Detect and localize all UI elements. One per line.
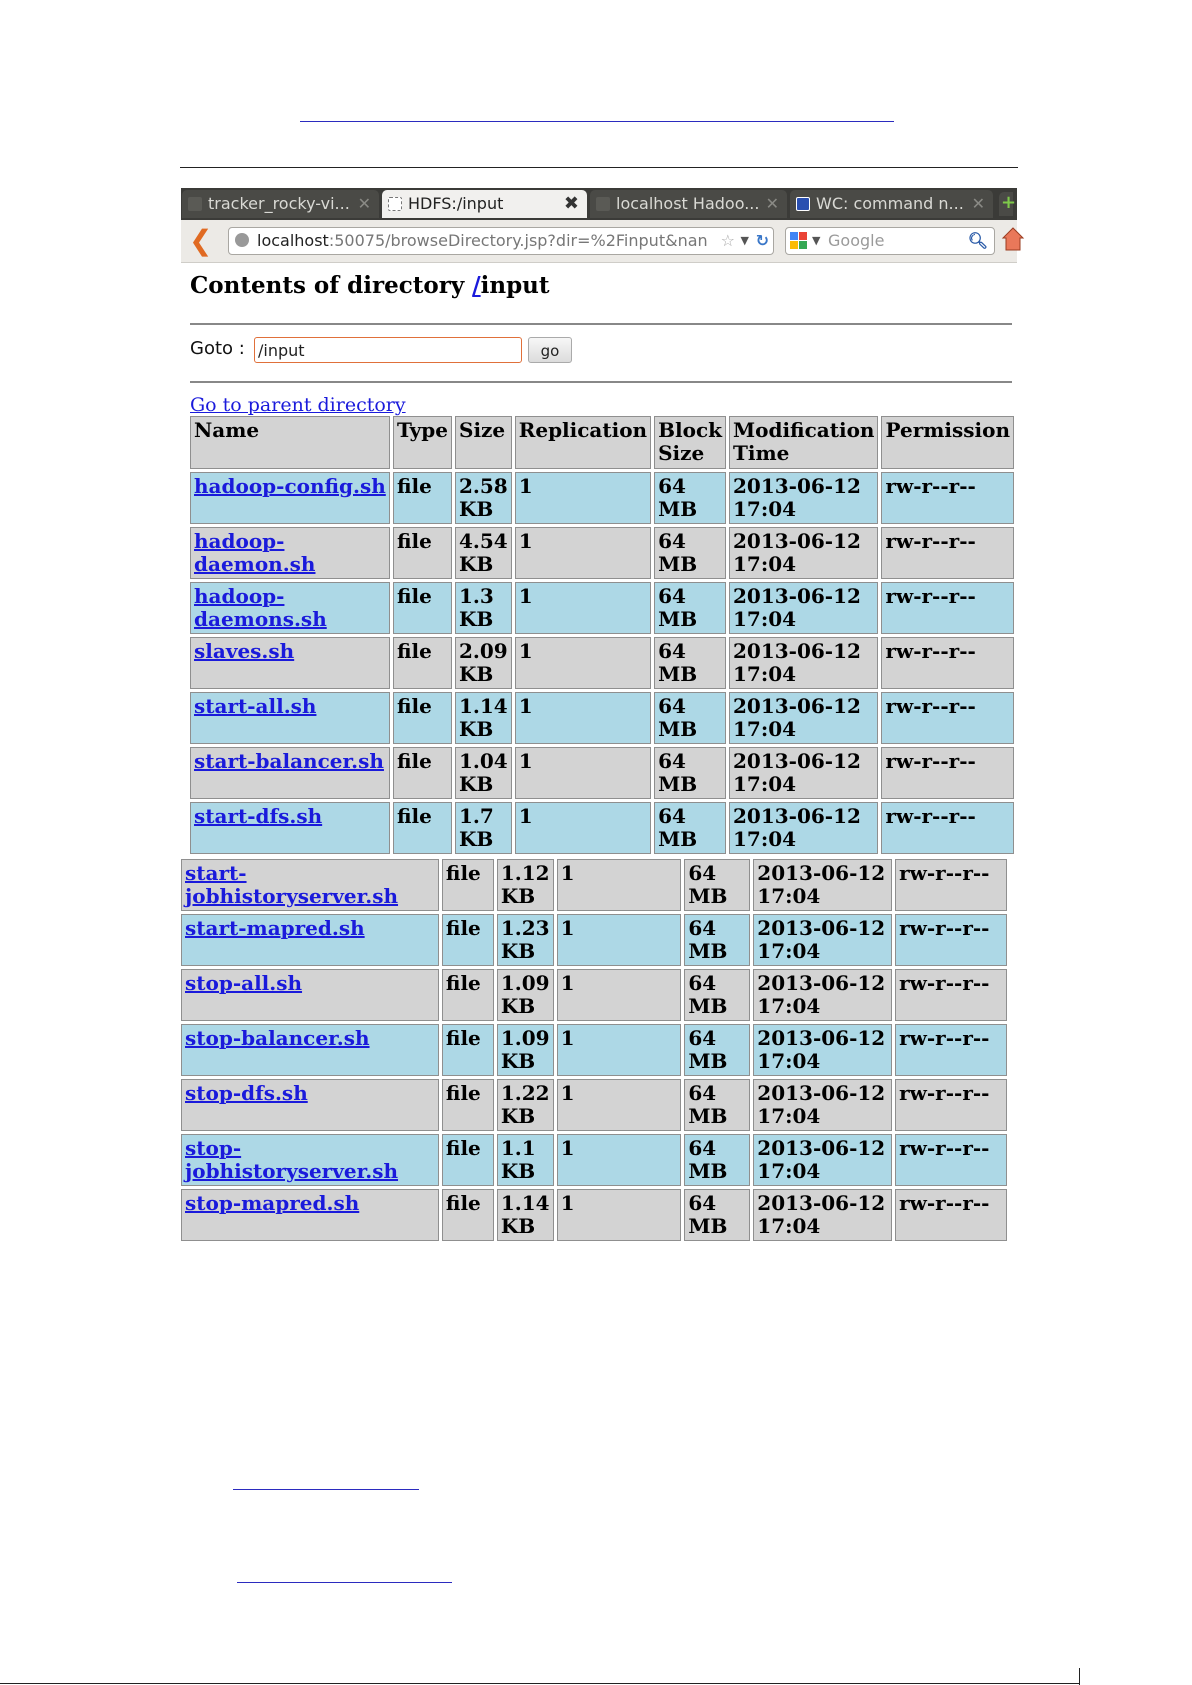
- file-name-link[interactable]: hadoop-daemon.sh: [194, 529, 316, 576]
- document-rule-top: [180, 167, 1018, 168]
- table-cell-file-size: 1.14 KB: [497, 1189, 554, 1241]
- table-cell-replication-count: 1: [557, 969, 682, 1021]
- file-name-link[interactable]: start-all.sh: [194, 694, 317, 718]
- table-cell-modification-time: 2013-06-12 17:04: [753, 914, 892, 966]
- chevron-down-icon[interactable]: ▼: [740, 234, 749, 247]
- table-cell-file-name-link: [181, 914, 439, 966]
- table-cell-file-type: file: [442, 1079, 494, 1131]
- table-cell-permission: rw-r--r--: [895, 914, 1007, 966]
- table-cell-file-name-link: [190, 692, 390, 744]
- browser-tab-strip: [181, 188, 1017, 220]
- table-row: [181, 914, 1007, 966]
- table-cell-replication-count: 1: [557, 914, 682, 966]
- table-cell-permission: rw-r--r--: [895, 859, 1007, 911]
- table-cell-file-name-link: [181, 1134, 439, 1186]
- table-row: [190, 637, 1014, 689]
- table-cell-replication-count: 1: [557, 1024, 682, 1076]
- table-cell-file-name-link: [181, 969, 439, 1021]
- table-cell-permission: rw-r--r--: [895, 1134, 1007, 1186]
- table-cell-file-type: file: [393, 692, 452, 744]
- header-replication: Replication: [515, 416, 651, 469]
- table-cell-replication-count: 1: [515, 747, 651, 799]
- table-cell-file-size: 1.23 KB: [497, 914, 554, 966]
- table-cell-permission: rw-r--r--: [881, 692, 1014, 744]
- heading-prefix: Contents of directory: [190, 272, 473, 299]
- table-row: [190, 747, 1014, 799]
- table-cell-modification-time: 2013-06-12 17:04: [753, 1079, 892, 1131]
- table-cell-file-type: file: [442, 859, 494, 911]
- parent-directory-link[interactable]: Go to parent directory: [190, 394, 406, 416]
- tab-title: localhost Hadoo...: [616, 194, 760, 213]
- directory-table-top: [187, 413, 1017, 851]
- browser-tab[interactable]: [590, 190, 787, 218]
- bookmark-star-icon[interactable]: ☆: [720, 231, 735, 250]
- table-cell-file-size: 1.09 KB: [497, 1024, 554, 1076]
- page-title: [190, 272, 550, 299]
- directory-table-bottom: [178, 856, 1010, 1252]
- table-cell-block-size: 64 MB: [654, 802, 726, 854]
- table-cell-file-size: 4.54 KB: [455, 527, 512, 579]
- table-row: [190, 527, 1014, 579]
- table-cell-file-size: 1.3 KB: [455, 582, 512, 634]
- rows-top: [190, 472, 1014, 854]
- table-cell-permission: rw-r--r--: [895, 1024, 1007, 1076]
- table-cell-file-type: file: [442, 969, 494, 1021]
- document-page-bottom-rule: [0, 1683, 1079, 1684]
- table-cell-file-name-link: [190, 802, 390, 854]
- table-cell-file-size: 1.22 KB: [497, 1079, 554, 1131]
- table-cell-replication-count: 1: [557, 859, 682, 911]
- table-cell-replication-count: 1: [515, 802, 651, 854]
- close-icon[interactable]: ✕: [971, 194, 985, 213]
- table-cell-replication-count: 1: [557, 1079, 682, 1131]
- table-cell-replication-count: 1: [515, 692, 651, 744]
- divider: [190, 381, 1012, 383]
- table-cell-block-size: 64 MB: [654, 637, 726, 689]
- root-directory-link[interactable]: /: [472, 272, 481, 299]
- page-icon: [388, 197, 402, 211]
- file-name-link[interactable]: start-balancer.sh: [194, 749, 384, 773]
- goto-input[interactable]: /input: [254, 337, 522, 363]
- table-cell-replication-count: 1: [515, 637, 651, 689]
- header-name: Name: [190, 416, 390, 469]
- file-name-link[interactable]: start-jobhistoryserver.sh: [185, 861, 399, 908]
- search-input[interactable]: [785, 227, 995, 255]
- table-cell-file-size: 1.12 KB: [497, 859, 554, 911]
- table-cell-modification-time: 2013-06-12 17:04: [729, 527, 878, 579]
- table-cell-modification-time: 2013-06-12 17:04: [753, 859, 892, 911]
- table-cell-block-size: 64 MB: [654, 527, 726, 579]
- table-cell-permission: rw-r--r--: [881, 472, 1014, 524]
- header-modification-time: Modification Time: [729, 416, 878, 469]
- page-icon: [596, 197, 610, 211]
- table-row: [181, 1079, 1007, 1131]
- tab-title: tracker_rocky-vi...: [208, 194, 350, 213]
- table-cell-modification-time: 2013-06-12 17:04: [729, 802, 878, 854]
- table-cell-file-type: file: [442, 1134, 494, 1186]
- browser-tab[interactable]: [790, 190, 993, 218]
- url-host: localhost: [257, 231, 329, 250]
- table-cell-replication-count: 1: [515, 472, 651, 524]
- table-cell-file-size: 1.7 KB: [455, 802, 512, 854]
- table-cell-permission: rw-r--r--: [895, 1079, 1007, 1131]
- table-cell-file-size: 1.09 KB: [497, 969, 554, 1021]
- tab-title: WC: command n...: [816, 194, 964, 213]
- table-cell-permission: rw-r--r--: [881, 802, 1014, 854]
- browser-tab-active[interactable]: [382, 190, 587, 218]
- table-cell-block-size: 64 MB: [654, 472, 726, 524]
- table-cell-permission: rw-r--r--: [881, 582, 1014, 634]
- url-path: :50075/browseDirectory.jsp?dir=%2Finput&nan: [328, 231, 708, 250]
- table-row: [190, 472, 1014, 524]
- address-bar[interactable]: [228, 227, 774, 255]
- globe-icon: [235, 233, 249, 247]
- table-cell-file-type: file: [442, 1024, 494, 1076]
- table-cell-file-type: file: [393, 472, 452, 524]
- table-cell-permission: rw-r--r--: [881, 637, 1014, 689]
- table-cell-file-type: file: [393, 802, 452, 854]
- document-footnote-line: [237, 1582, 452, 1583]
- table-cell-file-type: file: [393, 582, 452, 634]
- plus-icon: +: [1001, 192, 1017, 213]
- table-cell-block-size: 64 MB: [654, 692, 726, 744]
- back-arrow-icon[interactable]: ❮: [189, 224, 213, 257]
- table-cell-file-name-link: [190, 582, 390, 634]
- table-header-row: [190, 416, 1014, 469]
- page-icon: [188, 197, 202, 211]
- table-cell-modification-time: 2013-06-12 17:04: [753, 1024, 892, 1076]
- google-logo-icon: [790, 232, 808, 250]
- table-cell-block-size: 64 MB: [684, 969, 750, 1021]
- table-cell-replication-count: 1: [557, 1189, 682, 1241]
- table-cell-modification-time: 2013-06-12 17:04: [729, 637, 878, 689]
- table-cell-file-name-link: [190, 747, 390, 799]
- table-row: [181, 1024, 1007, 1076]
- table-cell-block-size: 64 MB: [684, 859, 750, 911]
- document-page-bottom-tick: [1079, 1668, 1080, 1685]
- address-text: [257, 228, 708, 254]
- table-cell-modification-time: 2013-06-12 17:04: [753, 1189, 892, 1241]
- table-cell-file-name-link: [190, 637, 390, 689]
- table-cell-modification-time: 2013-06-12 17:04: [729, 747, 878, 799]
- table-cell-file-type: file: [442, 914, 494, 966]
- table-cell-block-size: 64 MB: [684, 1189, 750, 1241]
- table-cell-file-type: file: [393, 637, 452, 689]
- table-cell-file-type: file: [393, 747, 452, 799]
- file-name-link[interactable]: slaves.sh: [194, 639, 295, 663]
- file-name-link[interactable]: stop-jobhistoryserver.sh: [185, 1136, 399, 1183]
- document-footnote-line: [233, 1489, 419, 1490]
- chevron-down-icon[interactable]: ▼: [812, 234, 821, 247]
- table-cell-block-size: 64 MB: [684, 1024, 750, 1076]
- goto-label: Goto :: [190, 338, 245, 359]
- file-name-link[interactable]: stop-dfs.sh: [185, 1081, 308, 1105]
- table-cell-file-name-link: [190, 472, 390, 524]
- table-row: [181, 859, 1007, 911]
- divider: [190, 323, 1012, 325]
- table-cell-modification-time: 2013-06-12 17:04: [729, 472, 878, 524]
- table-cell-block-size: 64 MB: [684, 1079, 750, 1131]
- go-button[interactable]: go: [528, 337, 572, 363]
- close-icon[interactable]: ✕: [765, 194, 779, 213]
- search-icon[interactable]: 🔍︎: [967, 231, 988, 250]
- rows-bottom: [181, 859, 1007, 1241]
- browser-nav-bar: [181, 220, 1017, 263]
- table-cell-file-name-link: [181, 859, 439, 911]
- table-row: [190, 582, 1014, 634]
- table-cell-file-size: 1.04 KB: [455, 747, 512, 799]
- table-cell-block-size: 64 MB: [654, 582, 726, 634]
- table-cell-block-size: 64 MB: [684, 914, 750, 966]
- file-name-link[interactable]: start-dfs.sh: [194, 804, 323, 828]
- close-icon[interactable]: ✖: [563, 193, 579, 214]
- header-block-size: Block Size: [654, 416, 726, 469]
- table-cell-modification-time: 2013-06-12 17:04: [729, 692, 878, 744]
- document-link-line-top: [300, 121, 894, 122]
- table-row: [181, 1189, 1007, 1241]
- table-cell-permission: rw-r--r--: [881, 747, 1014, 799]
- file-name-link[interactable]: stop-balancer.sh: [185, 1026, 370, 1050]
- table-cell-modification-time: 2013-06-12 17:04: [753, 1134, 892, 1186]
- favicon-icon: [796, 197, 810, 211]
- table-cell-file-name-link: [181, 1024, 439, 1076]
- table-cell-file-type: file: [442, 1189, 494, 1241]
- tab-title: HDFS:/input: [408, 194, 504, 213]
- file-name-link[interactable]: stop-all.sh: [185, 971, 303, 995]
- table-cell-replication-count: 1: [515, 527, 651, 579]
- table-row: [190, 692, 1014, 744]
- table-cell-permission: rw-r--r--: [881, 527, 1014, 579]
- table-row: [181, 969, 1007, 1021]
- reload-icon[interactable]: ↻: [755, 231, 769, 250]
- table-cell-file-size: 2.09 KB: [455, 637, 512, 689]
- search-placeholder: Google: [828, 231, 885, 250]
- home-icon[interactable]: [1003, 226, 1023, 252]
- header-permission: Permission: [881, 416, 1014, 469]
- table-row: [190, 802, 1014, 854]
- table-cell-permission: rw-r--r--: [895, 969, 1007, 1021]
- table-cell-modification-time: 2013-06-12 17:04: [729, 582, 878, 634]
- table-cell-file-name-link: [181, 1079, 439, 1131]
- table-cell-file-name-link: [181, 1189, 439, 1241]
- table-cell-file-size: 2.58 KB: [455, 472, 512, 524]
- table-cell-file-size: 1.14 KB: [455, 692, 512, 744]
- new-tab-button[interactable]: [999, 192, 1017, 216]
- table-cell-block-size: 64 MB: [684, 1134, 750, 1186]
- file-name-link[interactable]: stop-mapred.sh: [185, 1191, 360, 1215]
- table-cell-permission: rw-r--r--: [895, 1189, 1007, 1241]
- file-name-link[interactable]: start-mapred.sh: [185, 916, 365, 940]
- table-cell-file-type: file: [393, 527, 452, 579]
- file-name-link[interactable]: hadoop-daemons.sh: [194, 584, 327, 631]
- table-cell-file-name-link: [190, 527, 390, 579]
- table-row: [181, 1134, 1007, 1186]
- file-name-link[interactable]: hadoop-config.sh: [194, 474, 386, 498]
- table-cell-replication-count: 1: [557, 1134, 682, 1186]
- heading-suffix: input: [480, 272, 550, 299]
- table-cell-replication-count: 1: [515, 582, 651, 634]
- table-cell-file-size: 1.1 KB: [497, 1134, 554, 1186]
- browser-tab[interactable]: [182, 190, 379, 218]
- close-icon[interactable]: ✕: [357, 194, 371, 213]
- table-cell-block-size: 64 MB: [654, 747, 726, 799]
- table-cell-modification-time: 2013-06-12 17:04: [753, 969, 892, 1021]
- header-type: Type: [393, 416, 452, 469]
- header-size: Size: [455, 416, 512, 469]
